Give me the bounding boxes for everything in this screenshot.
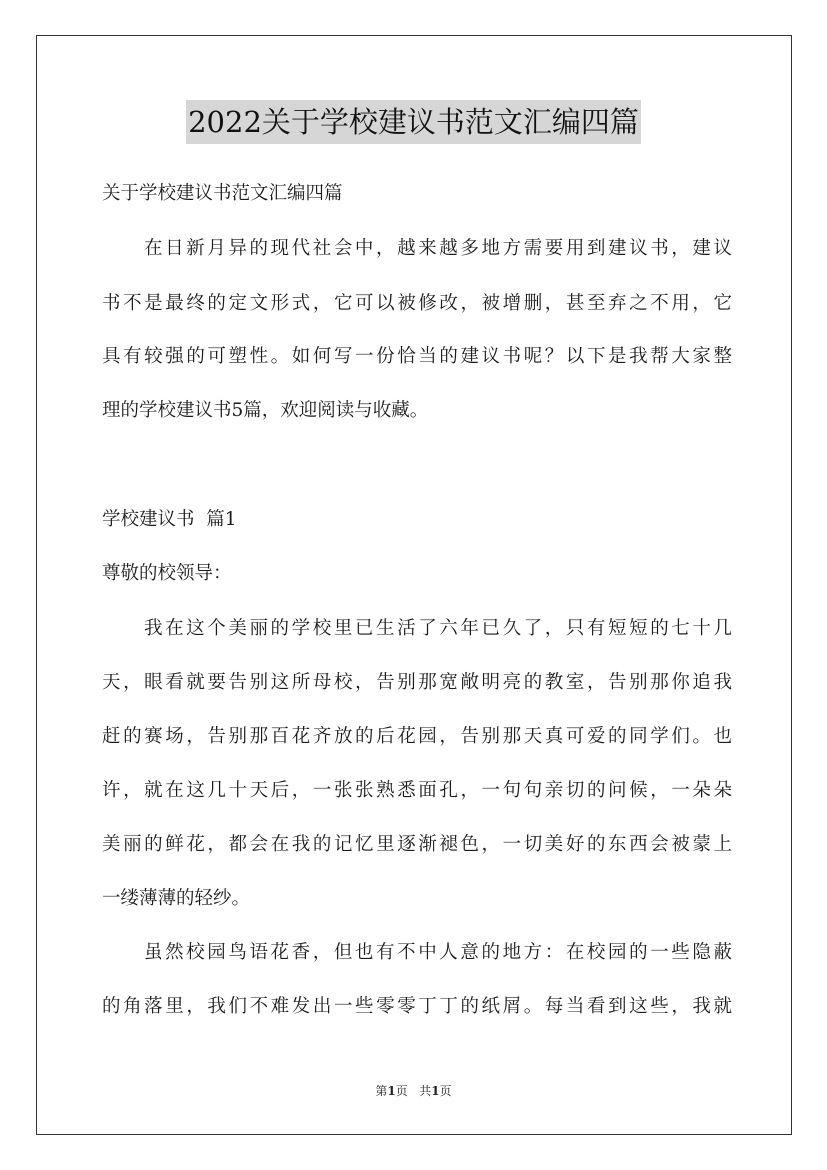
paragraph-line: 我在这个美丽的学校里已生活了六年已久了，只有短短的七十几 [144,618,732,639]
intro-line: 在日新月异的现代社会中，越来越多地方需要用到建议书，建议 [144,238,732,259]
paragraph-line: 许，就在这几十天后，一张张熟悉面孔，一句句亲切的问候，一朵朵 [102,780,732,801]
page-label-prefix: 第 [375,1084,388,1098]
total-pages: 1 [431,1084,440,1098]
paragraph-line: 天，眼看就要告别这所母校，告别那宽敞明亮的教室，告别那你追我 [102,672,732,693]
paragraph-line: 的角落里，我们不难发出一些零零丁丁的纸屑。每当看到这些，我就 [102,996,732,1017]
document-subtitle: 关于学校建议书范文汇编四篇 [102,183,343,204]
section-heading: 学校建议书 篇1 [102,509,237,530]
intro-line: 理的学校建议书5篇，欢迎阅读与收藏。 [102,400,429,421]
page-label-suffix: 页 [395,1084,408,1098]
paragraph-line: 一缕薄薄的轻纱。 [102,888,251,909]
intro-line: 书不是最终的定文形式，它可以被修改，被增删，甚至弃之不用，它 [102,293,732,314]
title-container [0,100,827,144]
document-title: 2022关于学校建议书范文汇编四篇 [186,100,641,144]
page-number: 1 [387,1084,396,1098]
page-footer [0,1083,827,1099]
paragraph-line: 美丽的鲜花，都会在我的记忆里逐渐褪色，一切美好的东西会被蒙上 [102,834,732,855]
total-label-suffix: 页 [439,1084,452,1098]
intro-line: 具有较强的可塑性。如何写一份恰当的建议书呢？以下是我帮大家整 [102,346,732,367]
paragraph-line: 赶的赛场，告别那百花齐放的后花园，告别那天真可爱的同学们。也 [102,726,732,747]
total-label-prefix: 共 [419,1084,432,1098]
salutation: 尊敬的校领导： [102,563,232,584]
paragraph-line: 虽然校园鸟语花香，但也有不中人意的地方：在校园的一些隐蔽 [144,942,732,963]
